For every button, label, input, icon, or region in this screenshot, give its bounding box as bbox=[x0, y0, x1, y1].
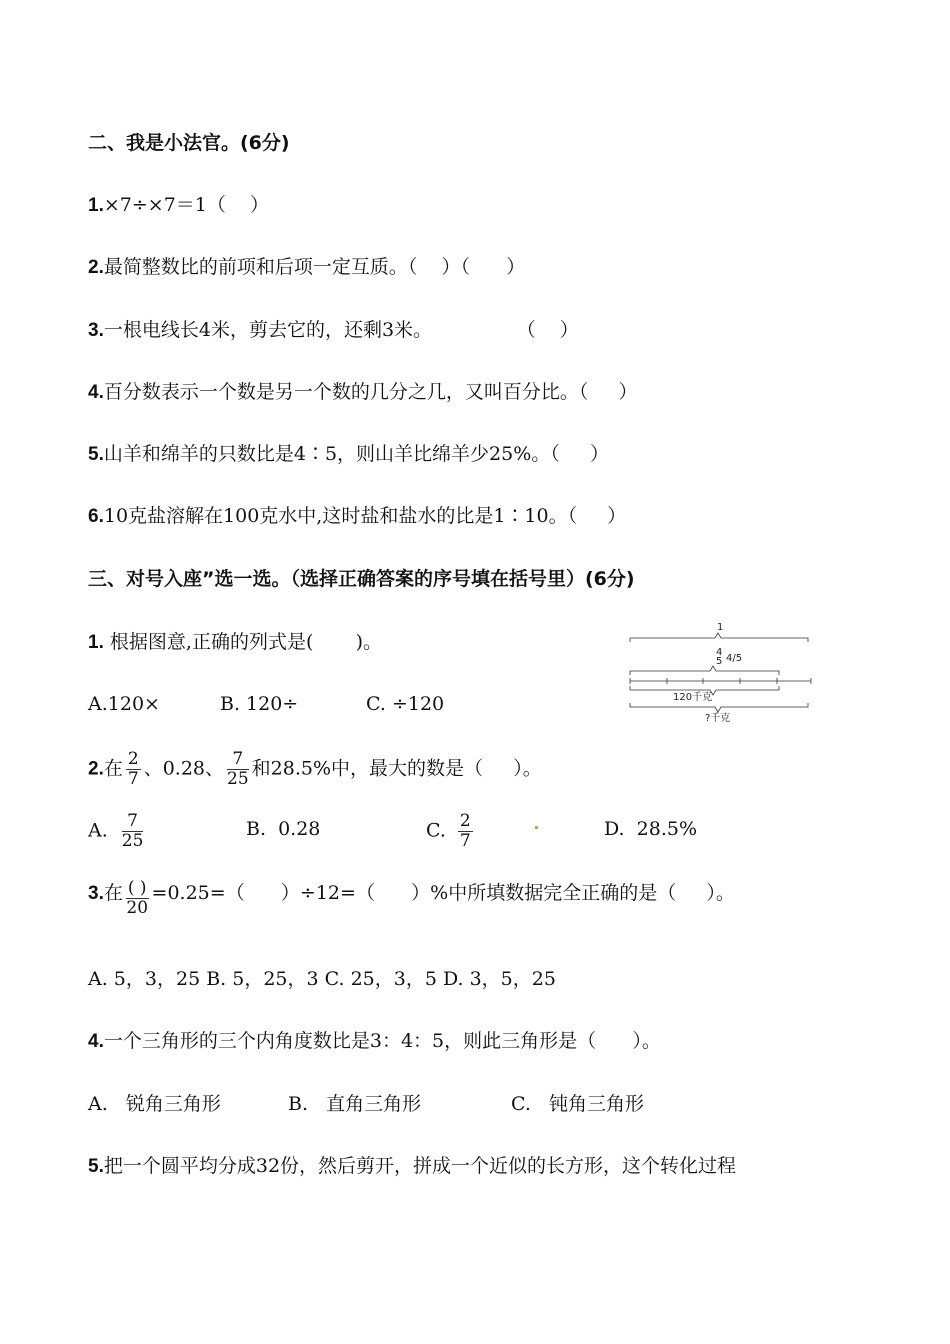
fraction-7-25: $\frac{7}{25}$ bbox=[121, 811, 144, 851]
fraction-2-7: $\frac{2}{7}$ bbox=[459, 811, 471, 851]
choice-q5: 5.把一个圆平均分成32份，然后剪开，拼成一个近似的长方形，这个转化过程 bbox=[88, 1155, 737, 1177]
q4-option-c: C. 钝角三角形 bbox=[511, 1093, 645, 1115]
choice-q3: 3.在 $\frac{( )}{20}$ =0.25=（ ）÷12=（ ）%中所填数据完全正确的是（ ）。 bbox=[88, 878, 735, 918]
q2-option-c: C. $\frac{2}{7}$ bbox=[426, 811, 471, 851]
q2-option-a: A. $\frac{7}{25}$ bbox=[88, 811, 144, 851]
q4-option-a: A. 锐角三角形 bbox=[88, 1093, 221, 1115]
q3-options: A. 5，3，25 B. 5，25，3 C. 25，3，5 D. 3，5，25 bbox=[88, 968, 556, 990]
q1-option-c: C. ÷120 bbox=[366, 693, 445, 715]
fraction-7-25: $\frac{7}{25}$ bbox=[227, 749, 249, 789]
diagram-part-denominator: 5 bbox=[716, 656, 723, 667]
section2-title: 二、我是小法官。(6分) bbox=[88, 132, 290, 154]
stray-dot bbox=[535, 826, 538, 829]
judge-item-6: 6.10克盐溶解在100克水中,这时盐和盐水的比是1∶10。（ ） bbox=[88, 505, 627, 527]
diagram-part-numerator: 4 bbox=[716, 647, 723, 658]
q1-option-b: B. 120÷ bbox=[220, 693, 299, 715]
judge-item-3: 3.一根电线长4米，剪去它的，还剩3米。 （ ） bbox=[88, 319, 579, 341]
choice-q4: 4.一个三角形的三个内角度数比是3：4：5，则此三角形是（ ）。 bbox=[88, 1030, 661, 1052]
q2-option-d: D. 28.5% bbox=[604, 818, 698, 840]
choice-q1: 1. 根据图意,正确的列式是( )。 bbox=[88, 631, 383, 653]
judge-item-5: 5.山羊和绵羊的只数比是4∶5，则山羊比绵羊少25%。（ ） bbox=[88, 443, 609, 465]
q4-option-b: B. 直角三角形 bbox=[288, 1093, 422, 1115]
diagram-total-label: 1 bbox=[717, 622, 724, 633]
fraction-blank-20: $\frac{( )}{20}$ bbox=[126, 878, 149, 918]
diagram-total-question-label: ?千克 bbox=[705, 713, 731, 724]
judge-item-1: 1.×7÷×7＝1（ ） bbox=[88, 194, 270, 216]
q2-option-b: B. 0.28 bbox=[246, 818, 321, 840]
diagram-part-fraction: 4/5 bbox=[726, 653, 743, 664]
q1-option-a: A.120× bbox=[88, 693, 160, 715]
judge-item-2: 2.最简整数比的前项和后项一定互质。（ ）（ ） bbox=[88, 256, 526, 278]
section3-title: 三、对号入座”选一选。（选择正确答案的序号填在括号里）(6分) bbox=[88, 568, 635, 590]
line-segment-diagram bbox=[625, 620, 815, 725]
diagram-part-label: 120千克 bbox=[673, 692, 713, 703]
choice-q2: 2.在 $\frac{2}{7}$ 、0.28、 $\frac{7}{25}$ 和28.5%中，最大的数是（ ）。 bbox=[88, 749, 542, 789]
judge-item-4: 4.百分数表示一个数是另一个数的几分之几，又叫百分比。（ ） bbox=[88, 381, 638, 403]
fraction-2-7: $\frac{2}{7}$ bbox=[127, 749, 139, 789]
